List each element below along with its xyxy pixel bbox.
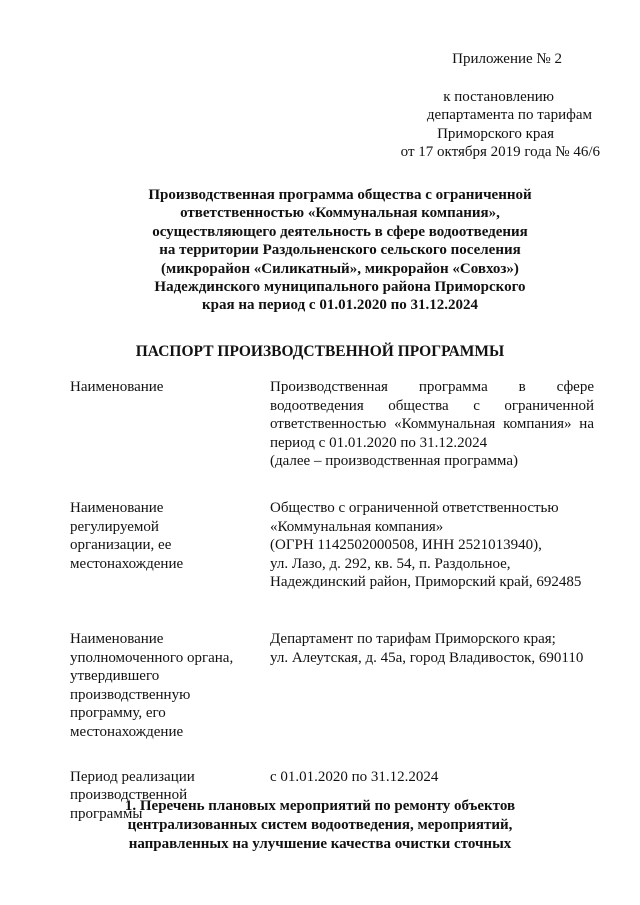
passport-row-authority [70, 630, 594, 742]
passport-table [70, 378, 594, 823]
passport-value-line: Производственная программа в сфере [270, 379, 594, 395]
appendix-line: от 17 октября 2019 года № 46/6 [400, 144, 600, 161]
title-line: осуществляющего деятельность в сфере водоотведения [152, 223, 528, 240]
passport-value-line: «Коммунальная компания» [270, 518, 444, 535]
appendix-line: департамента по тарифам [426, 107, 592, 124]
passport-title: ПАСПОРТ ПРОИЗВОДСТВЕННОЙ ПРОГРАММЫ [135, 343, 505, 360]
passport-value [270, 378, 594, 471]
title-line: ответственностью «Коммунальная компания», [180, 205, 500, 222]
title-line: на территории Раздольненского сельского поселения [159, 242, 521, 259]
passport-row-name [70, 378, 594, 471]
section-heading [100, 797, 540, 854]
passport-value-line: (далее – производственная программа) [270, 453, 518, 470]
appendix-number: Приложение № 2 [452, 51, 562, 67]
passport-value [270, 499, 594, 592]
section-heading-line: направленных на улучшение качества очистки сточных [128, 836, 512, 852]
title-line: Надеждинского муниципального района Приморского [154, 279, 526, 296]
appendix-header [340, 50, 600, 162]
document-title [130, 186, 550, 315]
passport-value-line: Надеждинский район, Приморский край, 692485 [270, 574, 582, 591]
passport-label: Наименование [70, 379, 164, 395]
passport-value-line: Общество с ограниченной ответственностью [270, 499, 559, 516]
passport-value-line: с 01.01.2020 по 31.12.2024 [270, 768, 439, 785]
title-line: (микрорайон «Силикатный», микрорайон «Совхоз») [161, 260, 519, 277]
passport-value-line: ул. Алеутская, д. 45а, город Владивосток, 690110 [270, 649, 584, 666]
passport-value-line: Департамент по тарифам Приморского края; [270, 630, 556, 647]
section-heading-line: 1. Перечень плановых мероприятий по ремонту объектов [124, 798, 516, 814]
passport-value-line: ответственностью «Коммунальная компания» на [270, 416, 594, 433]
passport-value-line: водоотведения общества с ограниченной [270, 397, 594, 414]
title-line: Производственная программа общества с ограниченной [148, 187, 532, 203]
appendix-line: к постановлению [443, 88, 554, 105]
passport-label: Наименование уполномоченного органа, утвердившего производственную программу, его местонахождение [70, 630, 234, 740]
appendix-line: Приморского края [437, 125, 554, 142]
title-line: края на период с 01.01.2020 по 31.12.2024 [202, 297, 478, 314]
passport-value-line: период с 01.01.2020 по 31.12.2024 [270, 434, 488, 451]
passport-label: Период реализации производственной программы [70, 768, 195, 822]
section-heading-line: централизованных систем водоотведения, мероприятий, [127, 817, 513, 833]
passport-row-organization [70, 499, 594, 592]
passport-value-line: ул. Лазо, д. 292, кв. 54, п. Раздольное, [270, 555, 511, 572]
passport-value-line: (ОГРН 1142502000508, ИНН 2521013940), [270, 537, 542, 554]
passport-label: Наименование регулируемой организации, ее местонахождение [70, 499, 184, 572]
passport-value [270, 630, 594, 742]
